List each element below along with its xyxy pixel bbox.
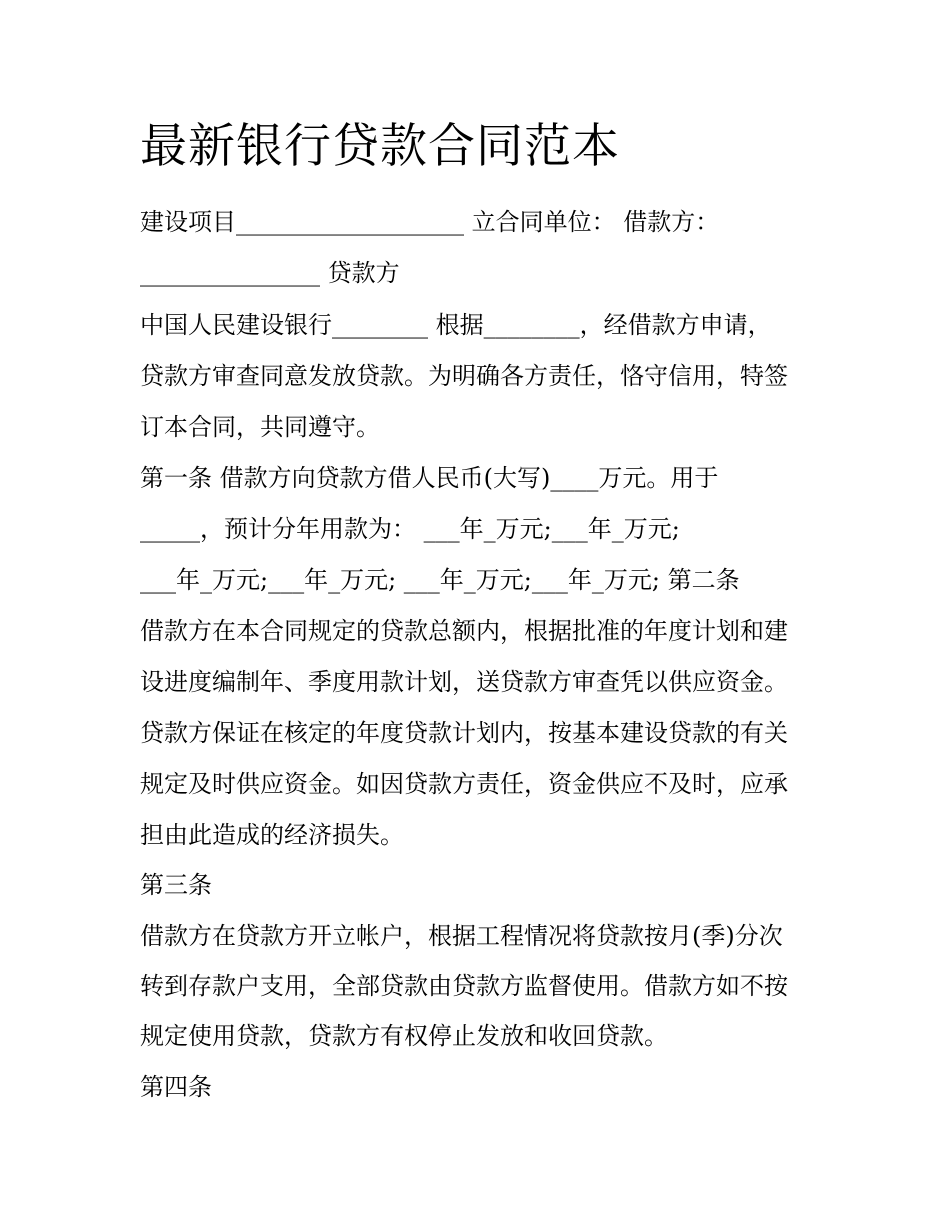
text-line-article-4-heading: 第四条: [140, 1073, 212, 1101]
text-line-article-2-guarantee: 贷款方保证在核定的年度贷款计划内，按基本建设贷款的有关: [140, 719, 788, 747]
text-line-article-3-cont: 转到存款户支用，全部贷款由贷款方监督使用。借款方如不按: [140, 972, 788, 1000]
text-line-article-3: 借款方在贷款方开立帐户，根据工程情况将贷款按月(季)分次: [140, 922, 783, 950]
text-line-article-1: 第一条 借款方向贷款方借人民币(大写)____万元。用于: [140, 464, 719, 492]
text-line-article-3-end: 规定使用贷款，贷款方有权停止发放和收回贷款。: [140, 1022, 668, 1050]
text-line-preamble: 贷款方审查同意发放贷款。为明确各方责任，恪守信用，特签: [140, 362, 788, 390]
text-line-article-2: 借款方在本合同规定的贷款总额内，根据批准的年度计划和建: [140, 617, 788, 645]
text-line-article-1-schedule: _____，预计分年用款为： ___年_万元;___年_万元;: [140, 515, 680, 543]
text-line-article-1-schedule-cont: ___年_万元;___年_万元; ___年_万元;___年_万元; 第二条: [140, 566, 740, 594]
text-line-project-parties: 建设项目___________________ 立合同单位： 借款方：: [140, 208, 720, 236]
text-line-preamble-end: 订本合同，共同遵守。: [140, 413, 380, 441]
text-line-lender: _______________ 贷款方: [140, 259, 400, 287]
text-line-article-2-end: 担由此造成的经济损失。: [140, 821, 404, 849]
document-title: 最新银行贷款合同范本: [140, 119, 620, 174]
text-line-bank: 中国人民建设银行________ 根据________，经借款方申请，: [140, 311, 772, 339]
text-line-article-2-liability: 规定及时供应资金。如因贷款方责任，资金供应不及时，应承: [140, 770, 788, 798]
text-line-article-2-cont: 设进度编制年、季度用款计划，送贷款方审查凭以供应资金。: [140, 668, 788, 696]
text-line-article-3-heading: 第三条: [140, 871, 212, 899]
